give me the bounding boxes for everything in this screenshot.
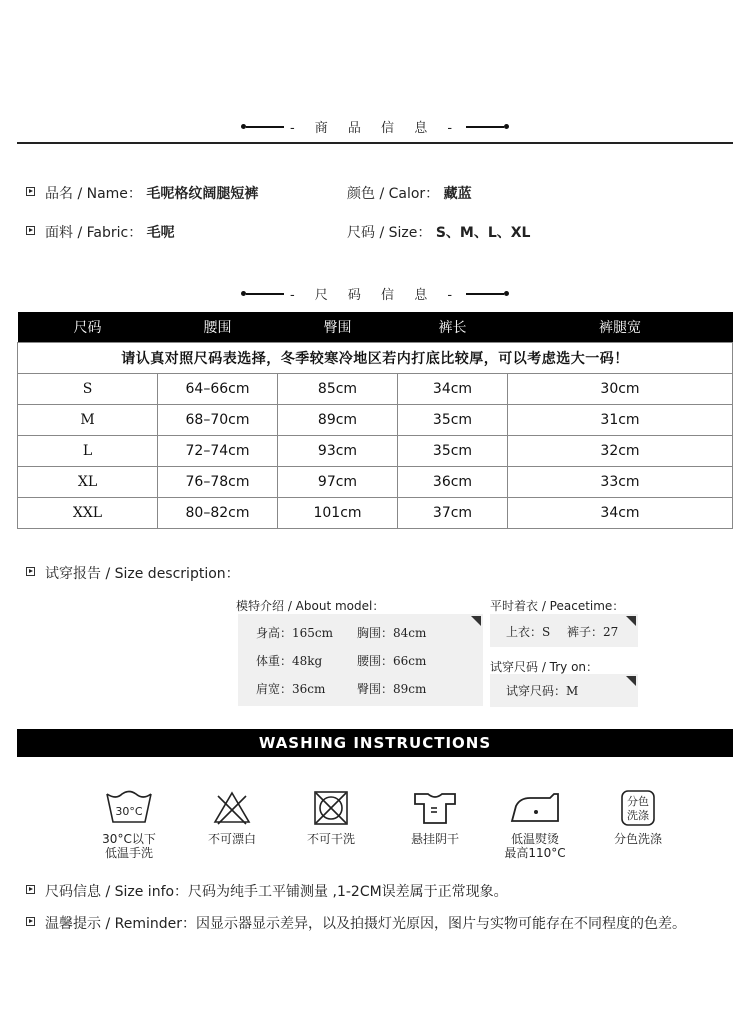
corner-icon	[626, 676, 636, 686]
wash-item: 不可漂白	[187, 790, 277, 846]
wash-separately-icon	[618, 790, 658, 826]
col-waist: 腰围	[158, 312, 278, 343]
bullet-icon	[26, 917, 35, 926]
svg-text:洗涤: 洗涤	[627, 809, 649, 822]
product-color: 颜色 / Calor： 藏蓝	[347, 186, 472, 202]
hang-dry-shade-icon	[413, 790, 457, 826]
no-dry-clean-icon	[311, 790, 351, 826]
model-bust: 胸围：84cm	[357, 626, 427, 640]
svg-text:分色: 分色	[627, 795, 649, 808]
wash-item: 分色 洗涤 分色洗涤	[593, 790, 683, 846]
model-hip: 臀围：89cm	[357, 682, 427, 696]
wash-item: 30°C 30°C以下 低温手洗	[84, 790, 174, 860]
model-height: 身高：165cm	[256, 626, 334, 640]
wash-item: 低温熨烫 最高110°C	[490, 790, 580, 860]
model-waist: 腰围：66cm	[357, 654, 427, 668]
section-divider	[17, 142, 733, 144]
wash-item: 不可干洗	[286, 790, 376, 846]
washing-title: WASHING INSTRUCTIONS	[17, 729, 733, 757]
col-size: 尺码	[18, 312, 158, 343]
model-weight: 体重：48kg	[256, 654, 323, 668]
table-row: M 68–70cm 89cm 35cm 31cm	[18, 405, 733, 436]
tryon-label: 试穿尺码 / Try on：	[490, 660, 599, 674]
size-table	[17, 312, 733, 529]
product-size: 尺码 / Size： S、M、L、XL	[347, 225, 531, 241]
model-label: 模特介绍 / About model：	[236, 599, 385, 613]
size-info-title: - 尺 码 信 息 -	[0, 284, 750, 303]
bullet-icon	[26, 226, 35, 235]
corner-icon	[471, 616, 481, 626]
bullet-icon	[26, 187, 35, 196]
bullet-icon	[26, 885, 35, 894]
col-hip: 臀围	[278, 312, 398, 343]
col-leg-width: 裤腿宽	[508, 312, 733, 343]
size-info-note: 尺码信息 / Size info：尺码为纯手工平铺测量 ,1-2CM误差属于正常现象。	[45, 884, 508, 900]
product-fabric: 面料 / Fabric： 毛呢	[45, 225, 175, 241]
svg-text:30°C: 30°C	[115, 805, 143, 818]
try-on-heading: 试穿报告 / Size description：	[45, 566, 240, 582]
reminder-note: 温馨提示 / Reminder：因显示器显示差异，以及拍摄灯光原因，图片与实物可能存在不同程度的色差。	[45, 916, 686, 932]
table-row: S 64–66cm 85cm 34cm 30cm	[18, 374, 733, 405]
peacetime-pants: 裤子：27	[567, 625, 619, 639]
bullet-icon	[26, 567, 35, 576]
table-row: L 72–74cm 93cm 35cm 32cm	[18, 436, 733, 467]
peacetime-top: 上衣：S	[506, 625, 551, 639]
table-row: XXL 80–82cm 101cm 37cm 34cm	[18, 498, 733, 529]
tryon-value: 试穿尺码：M	[506, 684, 579, 698]
col-length: 裤长	[398, 312, 508, 343]
wash-item: 悬挂阴干	[390, 790, 480, 846]
corner-icon	[626, 616, 636, 626]
no-bleach-icon	[212, 790, 252, 826]
hand-wash-30-icon	[104, 790, 154, 826]
table-row: XL 76–78cm 97cm 36cm 33cm	[18, 467, 733, 498]
size-note: 请认真对照尺码表选择，冬季较寒冷地区若内打底比较厚，可以考虑选大一码！	[18, 343, 733, 374]
model-shoulder: 肩宽：36cm	[256, 682, 326, 696]
product-info-title: - 商 品 信 息 -	[0, 117, 750, 136]
low-iron-icon	[510, 790, 560, 826]
size-table-header	[18, 312, 733, 343]
peacetime-label: 平时着衣 / Peacetime：	[490, 599, 625, 613]
product-name: 品名 / Name： 毛呢格纹阔腿短裤	[45, 186, 259, 202]
